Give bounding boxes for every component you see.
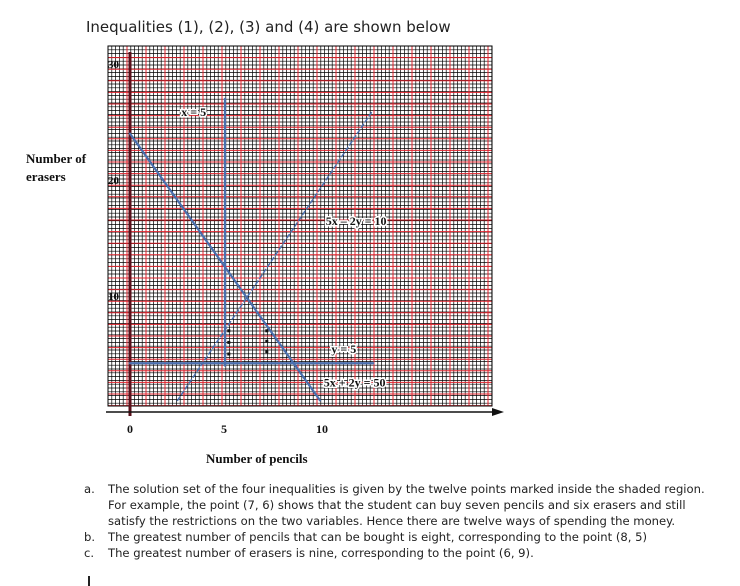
note-item bbox=[84, 545, 720, 561]
x-axis-label: Number of pencils bbox=[206, 451, 308, 466]
note-text: The greatest number of pencils that can be bought is eight, corresponding to the point (8, 5) bbox=[108, 530, 648, 544]
solution-point bbox=[265, 340, 268, 343]
x-axis-arrow bbox=[492, 408, 504, 416]
x-tick-label: 5 bbox=[221, 422, 227, 436]
solution-point bbox=[227, 341, 230, 344]
grid-border bbox=[108, 46, 492, 406]
x-tick-label: 10 bbox=[316, 422, 328, 436]
solution-point bbox=[227, 329, 230, 332]
text-cursor bbox=[88, 576, 90, 586]
y-tick-label: 30 bbox=[108, 59, 119, 71]
note-item bbox=[84, 529, 720, 545]
solution-point bbox=[227, 353, 230, 356]
solution-point bbox=[265, 350, 268, 353]
y-axis-label-line-1: Number of bbox=[26, 151, 87, 166]
y-axis-label-line-2: erasers bbox=[26, 169, 66, 184]
note-marker: b. bbox=[84, 530, 96, 544]
y-tick-label: 20 bbox=[108, 175, 119, 187]
note-text: The solution set of the four inequalities is given by the twelve points marked inside the shaded region. For example, the point (7, 6) shows that the student can buy seven pencils and six erasers and still satisfy the restrictions on the two variables. Hence there are twelve ways of spending the money. bbox=[108, 482, 705, 528]
line-label: x = 5 bbox=[181, 105, 207, 120]
note-item bbox=[84, 481, 720, 529]
y-tick-label: 10 bbox=[108, 291, 119, 303]
note-text: The greatest number of erasers is nine, corresponding to the point (6, 9). bbox=[108, 546, 534, 560]
grid bbox=[108, 46, 492, 406]
line-label: 5x – 2y = 10 bbox=[325, 214, 387, 229]
note-marker: c. bbox=[84, 546, 95, 560]
note-marker: a. bbox=[84, 482, 95, 496]
x-tick-label: 0 bbox=[127, 422, 133, 436]
line-label: 5x + 2y = 50 bbox=[323, 375, 386, 390]
solution-point bbox=[265, 329, 268, 332]
page-title: Inequalities (1), (2), (3) and (4) are shown below bbox=[86, 18, 451, 36]
line-label: y = 5 bbox=[331, 341, 357, 356]
notes-list bbox=[84, 481, 720, 561]
